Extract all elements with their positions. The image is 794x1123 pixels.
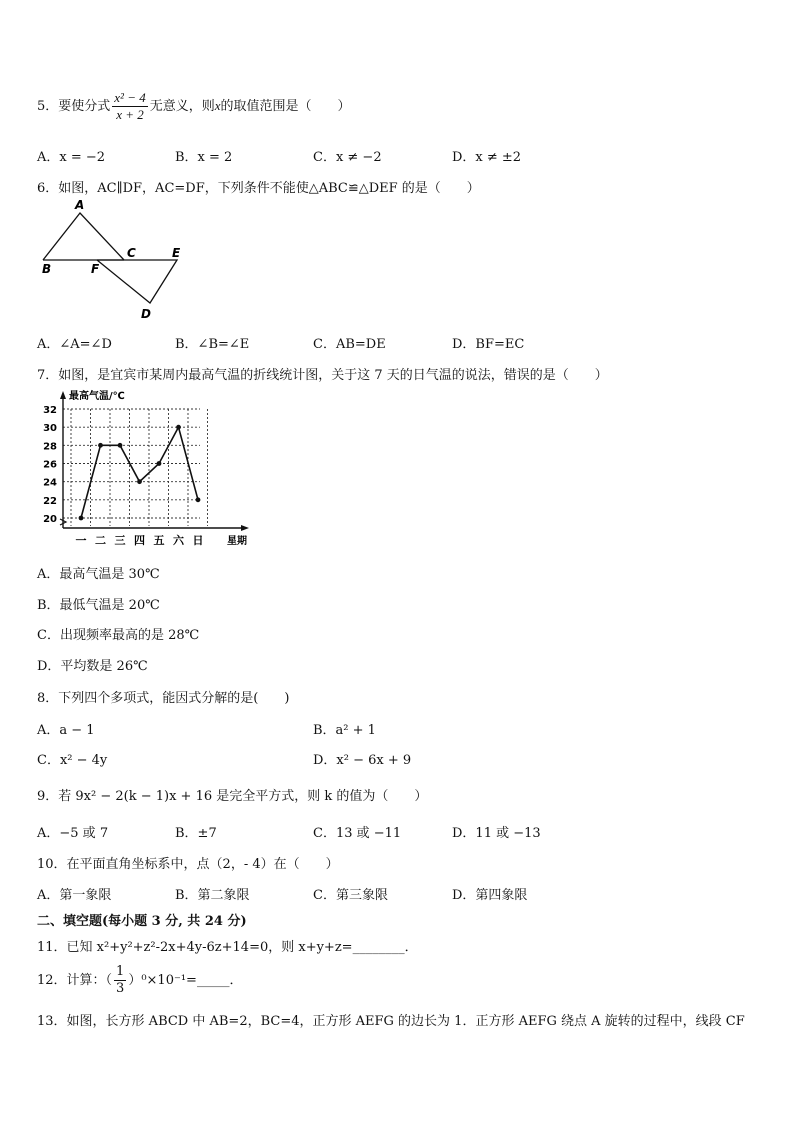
q12-stem	[37, 964, 242, 997]
y-tick-label: 22	[43, 495, 57, 507]
q5-prefix: 5．要使分式	[37, 99, 111, 114]
q10-option-a[interactable]: A．第一象限	[37, 888, 112, 903]
data-point	[118, 443, 123, 448]
q6-option-a[interactable]: A．∠A=∠D	[37, 337, 112, 352]
q5-suffix: 无意义，则	[149, 99, 215, 114]
label-a: A	[75, 200, 85, 212]
y-axis-arrow	[60, 391, 66, 399]
triangle-abc	[43, 213, 124, 260]
q13-stem: 13．如图，长方形 ABCD 中 AB=2，BC=4，正方形 AEFG 的边长为 1．正方形 AEFG 绕点 A 旋转的过程中，线段 CF	[37, 1014, 745, 1029]
q5-tail: 的取值范围是（ ）	[220, 99, 351, 114]
q5-option-c[interactable]: C．x ≠ −2	[313, 150, 382, 165]
q5-fraction	[112, 90, 147, 123]
y-tick-label: 28	[43, 441, 57, 453]
label-c: C	[127, 246, 136, 260]
x-tick-label: 日	[192, 534, 204, 547]
x-tick-label: 一	[75, 534, 87, 547]
q10-stem: 10．在平面直角坐标系中，点（2，- 4）在（ ）	[37, 857, 339, 872]
data-point	[176, 425, 181, 430]
label-b: B	[42, 262, 52, 276]
q5-var: x	[214, 98, 221, 113]
q5-frac-den: x + 2	[116, 107, 144, 122]
y-tick-label: 30	[43, 423, 57, 435]
q10-option-b[interactable]: B．第二象限	[175, 888, 250, 903]
y-tick-label: 32	[43, 405, 57, 416]
data-point	[157, 461, 162, 466]
data-point	[137, 479, 142, 484]
q10-option-d[interactable]: D．第四象限	[452, 888, 528, 903]
temperature-line-chart	[37, 389, 257, 556]
y-tick-label: 26	[43, 459, 57, 471]
y-tick-label: 20	[43, 514, 57, 525]
data-point	[196, 497, 201, 502]
q7-option-d[interactable]: D．平均数是 26℃	[37, 659, 148, 674]
x-axis-arrow	[241, 525, 249, 531]
label-d: D	[141, 307, 151, 321]
q6-stem: 6．如图，AC∥DF，AC=DF，下列条件不能使△ABC≌△DEF 的是（ ）	[37, 181, 480, 196]
q9-option-d[interactable]: D．11 或 −13	[452, 826, 541, 841]
q12-prefix: 12．计算：（	[37, 973, 113, 988]
x-tick-label: 四	[134, 534, 145, 547]
q11-stem: 11．已知 x²+y²+z²-2x+4y-6z+14=0，则 x+y+z=________．	[37, 940, 418, 955]
q9-option-a[interactable]: A．−5 或 7	[37, 826, 109, 841]
q8-option-a[interactable]: A．a − 1	[37, 723, 95, 738]
q8-option-b[interactable]: B．a² + 1	[313, 723, 376, 738]
x-tick-label: 六	[173, 534, 184, 547]
q12-suffix: ）⁰×10⁻¹=_____．	[128, 973, 243, 988]
q6-option-b[interactable]: B．∠B=∠E	[175, 337, 250, 352]
q12-fraction	[114, 964, 126, 997]
q5-frac-num: x² − 4	[114, 90, 146, 105]
q8-option-c[interactable]: C．x² − 4y	[37, 753, 108, 768]
q7-option-a[interactable]: A．最高气温是 30℃	[37, 567, 160, 582]
q7-option-b[interactable]: B．最低气温是 20℃	[37, 598, 160, 613]
section-heading: 二、填空题(每小题 3 分, 共 24 分)	[37, 914, 247, 929]
data-point	[98, 443, 103, 448]
q5-stem	[37, 90, 351, 123]
series-line	[81, 427, 198, 518]
q12-frac-den: 3	[116, 981, 125, 996]
label-f: F	[91, 262, 100, 276]
q5-option-b[interactable]: B．x = 2	[175, 150, 233, 165]
q5-option-a[interactable]: A．x = −2	[37, 150, 106, 165]
q9-stem: 9．若 9x² − 2(k − 1)x + 16 是完全平方式，则 k 的值为（ ）	[37, 789, 428, 804]
triangle-def	[97, 260, 177, 303]
x-tick-label: 二	[95, 534, 106, 547]
q9-option-b[interactable]: B．±7	[175, 826, 217, 841]
q9-option-c[interactable]: C．13 或 −11	[313, 826, 402, 841]
q6-triangle-figure	[37, 200, 197, 325]
q7-stem: 7．如图，是宜宾市某周内最高气温的折线统计图，关于这 7 天的日气温的说法，错误的是（ ）	[37, 368, 608, 383]
q8-option-d[interactable]: D．x² − 6x + 9	[313, 753, 412, 768]
q6-option-d[interactable]: D．BF=EC	[452, 337, 525, 352]
q10-option-c[interactable]: C．第三象限	[313, 888, 388, 903]
x-tick-label: 五	[153, 534, 165, 547]
y-axis-title: 最高气温/℃	[69, 391, 125, 402]
q7-option-c[interactable]: C．出现频率最高的是 28℃	[37, 628, 200, 643]
q5-option-d[interactable]: D．x ≠ ±2	[452, 150, 522, 165]
x-tick-label: 三	[114, 534, 126, 547]
q8-stem: 8．下列四个多项式，能因式分解的是( )	[37, 691, 290, 706]
q6-option-c[interactable]: C．AB=DE	[313, 337, 386, 352]
label-e: E	[172, 246, 181, 260]
q12-frac-num: 1	[116, 964, 125, 979]
x-axis-title: 星期	[227, 536, 247, 547]
y-tick-label: 24	[43, 477, 57, 489]
data-point	[79, 516, 84, 521]
